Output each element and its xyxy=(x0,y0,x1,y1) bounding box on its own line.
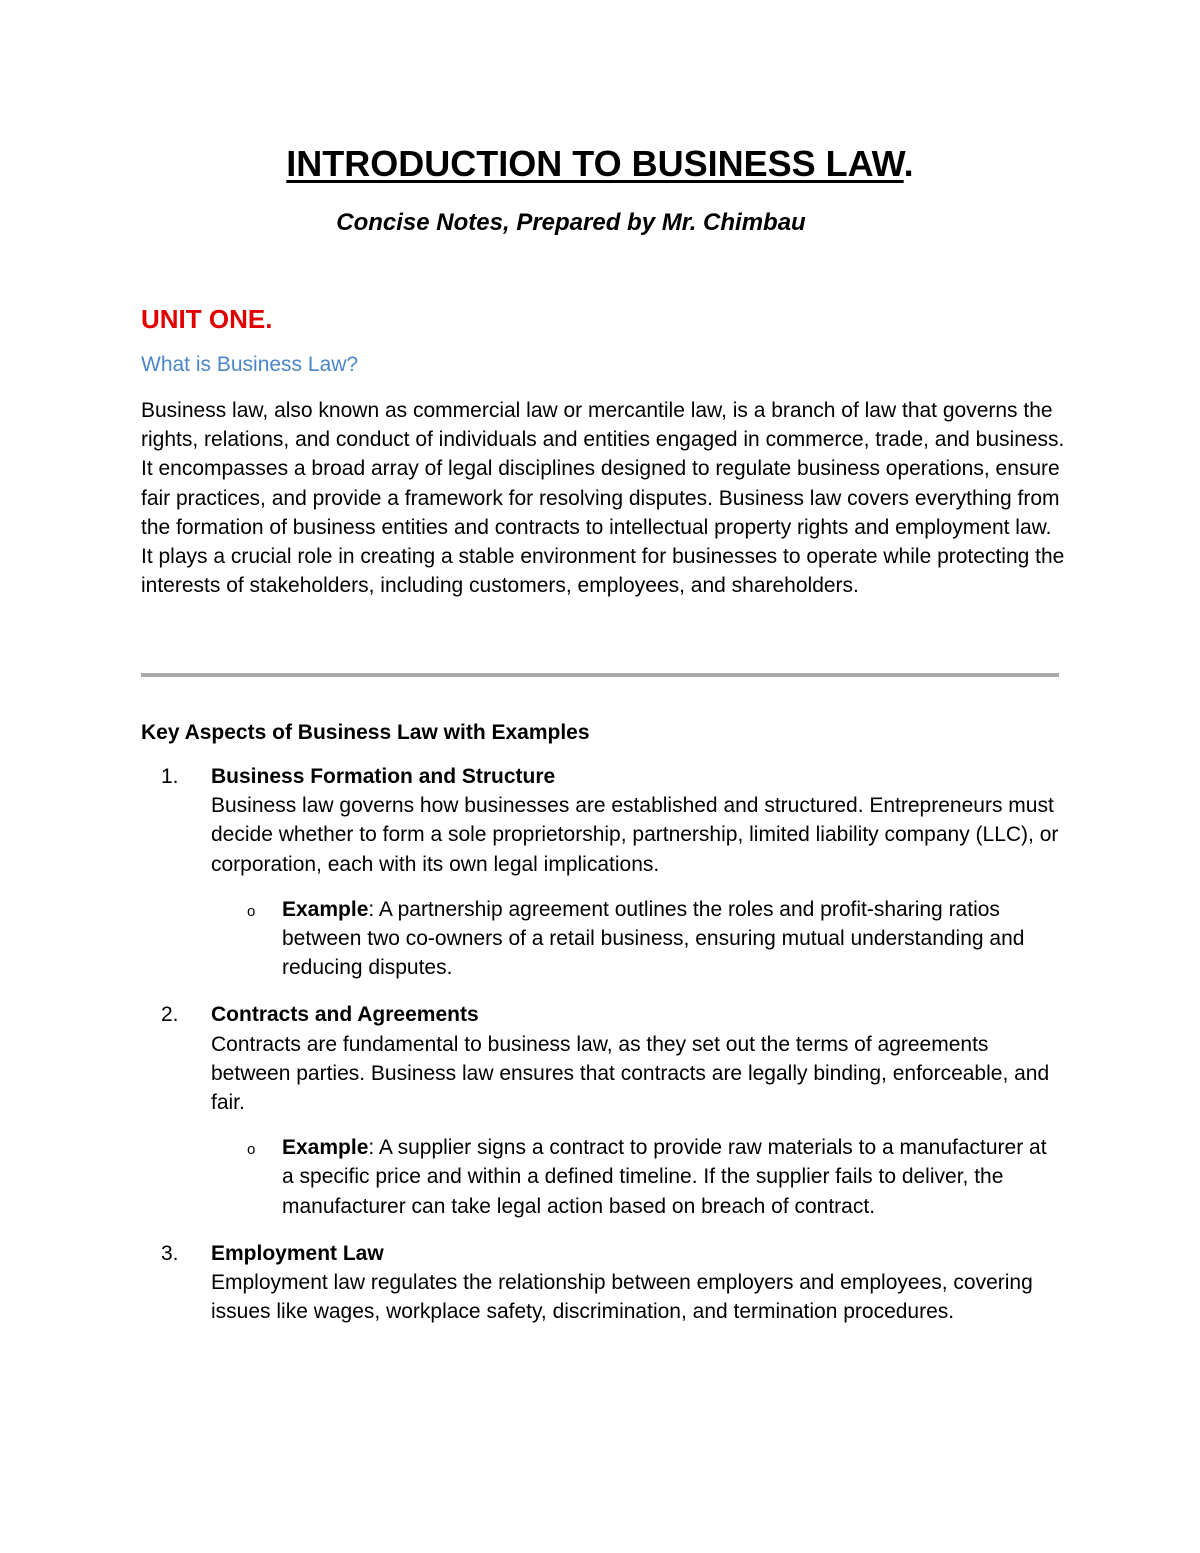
example-label: Example xyxy=(282,1136,369,1160)
horizontal-divider xyxy=(141,673,1059,677)
example-label: Example xyxy=(282,897,369,921)
title-period: . xyxy=(903,143,914,184)
list-item-number: 1. xyxy=(161,765,179,788)
list-item-title: Contracts and Agreements xyxy=(211,1003,479,1027)
example-subitem xyxy=(247,1133,1057,1221)
list-item xyxy=(161,762,1071,982)
section-question-heading: What is Business Law? xyxy=(141,353,359,376)
bullet-circle-icon: o xyxy=(247,1141,256,1159)
list-item-number: 2. xyxy=(161,1003,179,1027)
list-item-number: 3. xyxy=(161,1241,179,1265)
example-text: : A partnership agreement outlines the roles and profit-sharing ratios between two co-owners of a retail business, ensuring mutual understanding and reducing disputes. xyxy=(282,897,1025,980)
intro-paragraph: Business law, also known as commercial law or mercantile law, is a branch of law that governs the rights, relations, and conduct of individuals and entities engaged in commerce, trade, and business. It encompasses a broad array of legal disciplines designed to regulate business operations, ensure fair practices, and provide a framework for resolving disputes. Business law covers everything from the formation of business entities and contracts to intellectual property rights and employment law. It plays a crucial role in creating a stable environment for businesses to operate while protecting the interests of stakeholders, including customers, employees, and shareholders. xyxy=(141,399,1065,598)
key-aspects-list xyxy=(0,762,1200,1326)
unit-label: UNIT ONE. xyxy=(141,304,273,334)
title-text: INTRODUCTION TO BUSINESS LAW xyxy=(286,143,904,184)
list-item xyxy=(161,1239,1071,1327)
list-item-title: Business Formation and Structure xyxy=(211,765,556,788)
example-text: : A supplier signs a contract to provide raw materials to a manufacturer at a specific price and within a defined timeline. If the supplier fails to deliver, the manufacturer can take legal action based on breach of contract. xyxy=(282,1136,1047,1218)
list-item-text: Contracts are fundamental to business law, as they set out the terms of agreements between parties. Business law ensures that contracts are legally binding, enforceable, and fair. xyxy=(211,1032,1050,1115)
list-item-title: Employment Law xyxy=(211,1241,384,1265)
list-item-text: Employment law regulates the relationship between employers and employees, covering issues like wages, workplace safety, discrimination, and termination procedures. xyxy=(211,1271,1033,1324)
list-item xyxy=(161,1000,1071,1220)
example-subitem xyxy=(247,895,1057,983)
list-item-text: Business law governs how businesses are established and structured. Entrepreneurs must decide whether to form a sole proprietorship, partnership, limited liability company (LLC), or corporation, each with its own legal implications. xyxy=(211,794,1059,876)
document-subtitle: Concise Notes, Prepared by Mr. Chimbau xyxy=(336,209,806,236)
bullet-circle-icon: o xyxy=(247,902,256,920)
document-title xyxy=(0,142,1200,186)
key-aspects-heading: Key Aspects of Business Law with Examples xyxy=(141,721,590,744)
